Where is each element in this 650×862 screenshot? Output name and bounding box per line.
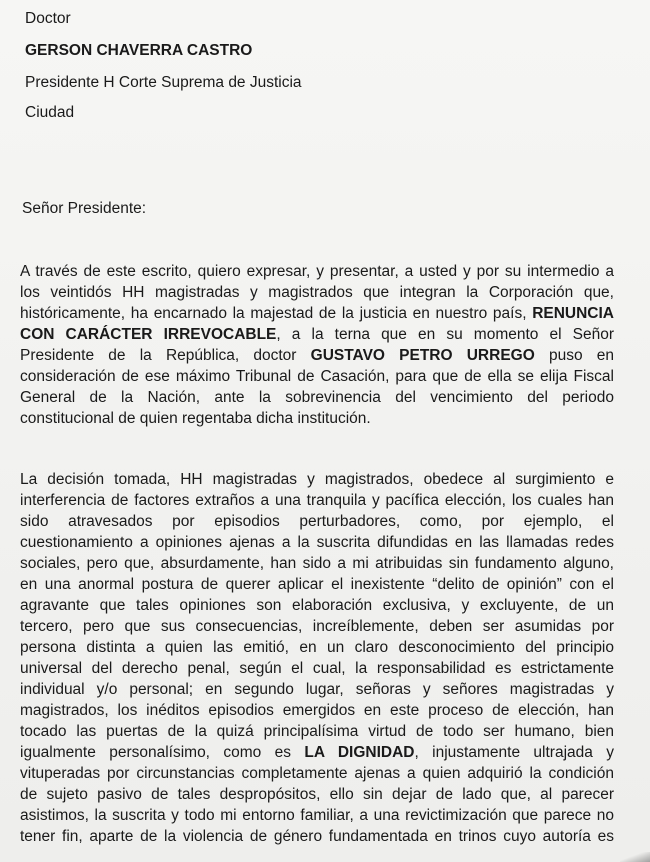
renuncia-bold: RENUNCIA	[532, 305, 614, 322]
p2-line: sido atravesados por episodios perturbadores, como, por ejemplo, el	[20, 513, 614, 530]
p1-line: consideración de ese máximo Tribunal de Casación, para que de ella se elija Fiscal	[20, 368, 614, 385]
p2-line: en una anormal postura de querer aplicar el inexistente “delito de opinión” con el	[20, 576, 614, 593]
p2-line: interferencia de factores extraños a una tranquila y pacífica elección, los cuales han	[20, 492, 614, 509]
p2-line: agravante que tales opiniones son elaboración exclusiva, y excluyente, de un	[20, 597, 614, 614]
p2-line: sociales, pero que, absurdamente, han sido a mi atribuidas sin fundamento alguno,	[20, 555, 614, 572]
p1-line	[20, 304, 614, 324]
p2-line: universal del derecho penal, según el cual, la responsabilidad es estrictamente	[20, 660, 614, 677]
p2-text: , injustamente ultrajada y	[414, 744, 615, 761]
irrevocable-bold: CON CARÁCTER IRREVOCABLE	[20, 326, 277, 343]
petro-name-bold: GUSTAVO PETRO URREGO	[310, 347, 535, 364]
p1-line: General de la Nación, ante la sobrevinencia del vencimiento del periodo	[20, 389, 614, 406]
p1-line: A través de este escrito, quiero expresar, y presentar, a usted y por su intermedio a	[20, 263, 614, 280]
recipient-city: Ciudad	[25, 104, 75, 121]
p1-text: Presidente de la República, doctor	[20, 347, 311, 364]
p2-line: de sujeto pasivo de tales despropósitos, ello sin dejar de lado que, al parecer	[20, 786, 614, 803]
p2-line	[20, 743, 614, 763]
salutation-title: Doctor	[25, 10, 71, 27]
p1-text: históricamente, ha encarnado la majestad de la justicia en nuestro país,	[20, 305, 533, 322]
recipient-name: GERSON CHAVERRA CASTRO	[25, 42, 253, 59]
p2-line: persona distinta a quien las emitió, en un claro desconocimiento del principio	[20, 639, 614, 656]
p2-line: cuestionamiento a opiniones ajenas a la suscrita difundidas en las llamadas redes	[20, 534, 614, 551]
p1-text: , a la terna que en su momento el Señor	[276, 326, 614, 343]
dignidad-bold: LA DIGNIDAD	[304, 744, 415, 761]
p1-line	[20, 346, 614, 366]
p2-text: igualmente personalísimo, como es	[20, 744, 305, 761]
p2-line: vituperadas por circunstancias completamente ajenas a quien adquirió la condición	[20, 765, 614, 782]
p1-text: puso en	[534, 347, 614, 364]
p2-line: tercero, pero que sus consecuencias, increíblemente, deben ser asumidas por	[20, 618, 614, 635]
p2-line: asistimos, la suscrita y todo mi entorno familiar, a una revictimización que parece no	[20, 807, 614, 824]
p2-line: magistrados, los inéditos episodios emergidos en este proceso de elección, han	[20, 702, 614, 719]
p1-line: los veintidós HH magistradas y magistrados que integran la Corporación que,	[20, 284, 614, 301]
greeting: Señor Presidente:	[22, 200, 147, 217]
p1-line: constitucional de quien regentaba dicha institución.	[20, 410, 371, 427]
p2-line: La decisión tomada, HH magistradas y magistrados, obedece al surgimiento e	[20, 471, 614, 488]
p2-line: individual y/o personal; en segundo lugar, señoras y señores magistradas y	[20, 681, 614, 698]
page-corner-shadow	[620, 852, 650, 862]
p2-line: tocado las puertas de la quizá principalísima virtud de todo ser humano, bien	[20, 723, 614, 740]
recipient-position: Presidente H Corte Suprema de Justicia	[25, 74, 302, 91]
p1-line	[20, 325, 614, 345]
p2-line: tener fin, aparte de la violencia de género fundamentada en trinos cuyo autoría es	[20, 828, 614, 845]
